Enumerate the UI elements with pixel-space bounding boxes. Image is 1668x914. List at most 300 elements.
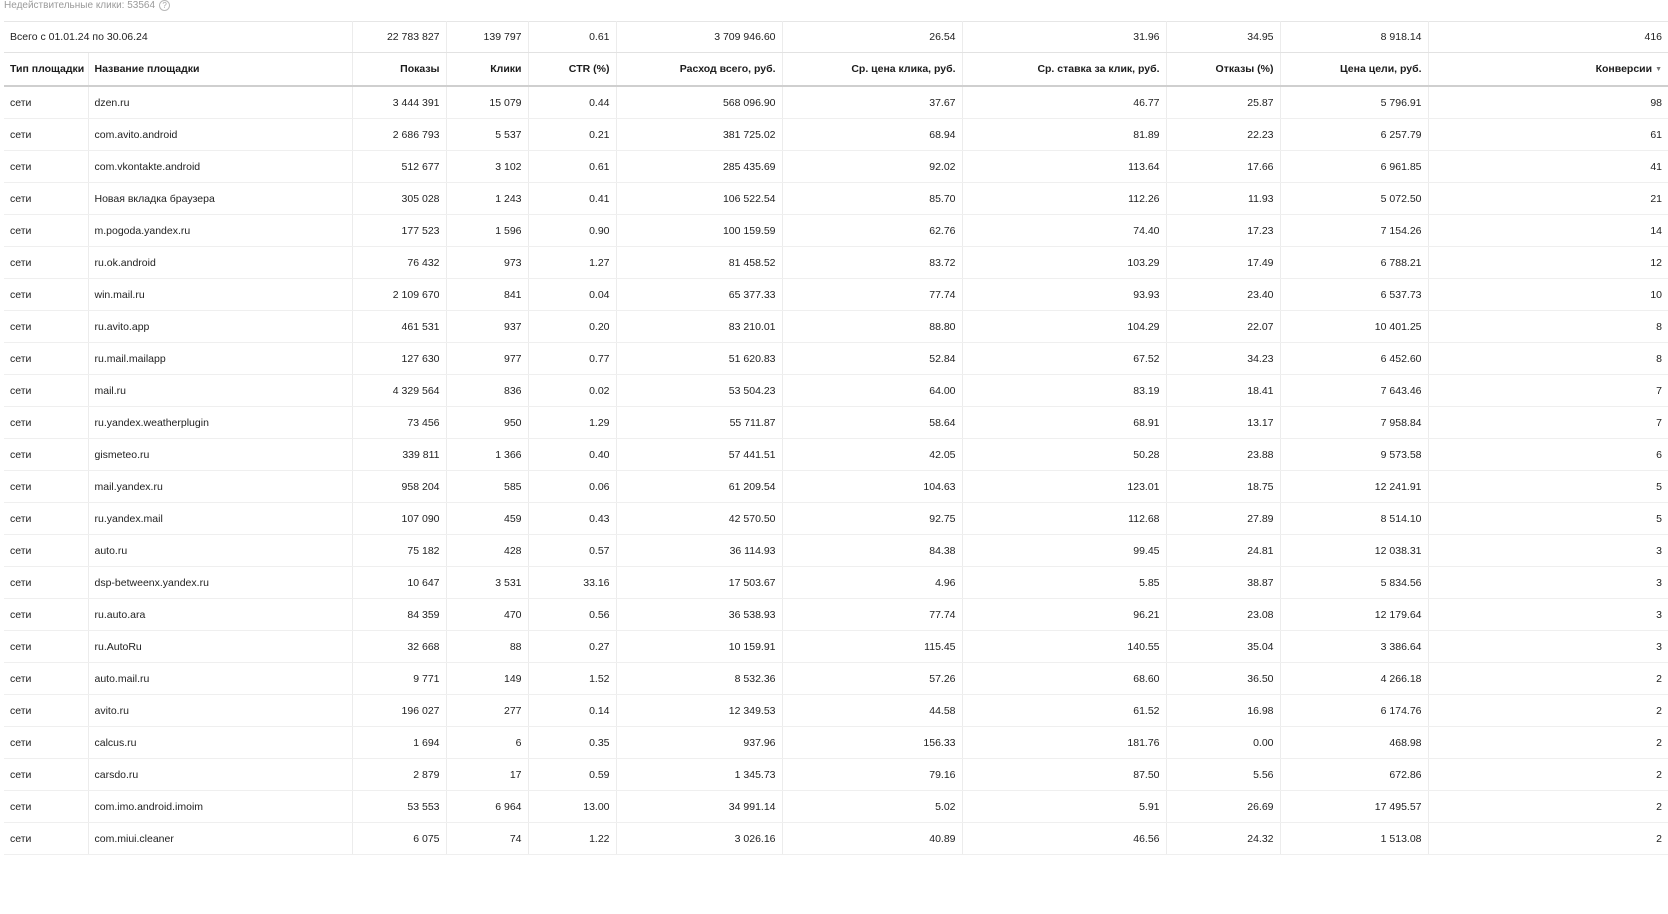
cell-name: gismeteo.ru (88, 439, 352, 471)
cell-goal-price: 8 514.10 (1280, 503, 1428, 535)
cell-avg-click-price: 37.67 (782, 86, 962, 119)
cell-conversions: 3 (1428, 535, 1668, 567)
cell-conversions: 21 (1428, 183, 1668, 215)
table-row (4, 375, 1668, 407)
cell-ctr: 0.20 (528, 311, 616, 343)
cell-conversions: 2 (1428, 695, 1668, 727)
cell-spend: 937.96 (616, 727, 782, 759)
cell-shows: 75 182 (352, 535, 446, 567)
cell-shows: 73 456 (352, 407, 446, 439)
cell-avg-bid: 68.60 (962, 663, 1166, 695)
cell-conversions: 5 (1428, 471, 1668, 503)
cell-spend: 36 538.93 (616, 599, 782, 631)
cell-clicks: 937 (446, 311, 528, 343)
column-header-conversions[interactable] (1428, 53, 1668, 87)
cell-bounces: 17.66 (1166, 151, 1280, 183)
cell-avg-bid: 46.77 (962, 86, 1166, 119)
cell-spend: 1 345.73 (616, 759, 782, 791)
cell-avg-click-price: 4.96 (782, 567, 962, 599)
cell-type: сети (4, 535, 88, 567)
cell-spend: 34 991.14 (616, 791, 782, 823)
cell-ctr: 33.16 (528, 567, 616, 599)
cell-shows: 2 686 793 (352, 119, 446, 151)
cell-clicks: 3 531 (446, 567, 528, 599)
table-row (4, 215, 1668, 247)
cell-conversions: 2 (1428, 663, 1668, 695)
cell-name: m.pogoda.yandex.ru (88, 215, 352, 247)
cell-conversions: 12 (1428, 247, 1668, 279)
cell-goal-price: 1 513.08 (1280, 823, 1428, 855)
cell-ctr: 0.57 (528, 535, 616, 567)
cell-shows: 2 879 (352, 759, 446, 791)
cell-bounces: 35.04 (1166, 631, 1280, 663)
cell-shows: 6 075 (352, 823, 446, 855)
cell-type: сети (4, 567, 88, 599)
cell-name: carsdo.ru (88, 759, 352, 791)
cell-ctr: 0.44 (528, 86, 616, 119)
cell-type: сети (4, 759, 88, 791)
cell-avg-bid: 50.28 (962, 439, 1166, 471)
column-header-shows[interactable]: Показы (352, 53, 446, 87)
column-header-avg-bid[interactable]: Ср. ставка за клик, руб. (962, 53, 1166, 87)
cell-name: ru.yandex.mail (88, 503, 352, 535)
cell-avg-bid: 112.68 (962, 503, 1166, 535)
cell-avg-bid: 67.52 (962, 343, 1166, 375)
cell-shows: 177 523 (352, 215, 446, 247)
cell-type: сети (4, 119, 88, 151)
cell-shows: 76 432 (352, 247, 446, 279)
cell-avg-bid: 74.40 (962, 215, 1166, 247)
cell-goal-price: 5 834.56 (1280, 567, 1428, 599)
cell-avg-click-price: 52.84 (782, 343, 962, 375)
cell-avg-bid: 5.85 (962, 567, 1166, 599)
cell-avg-bid: 96.21 (962, 599, 1166, 631)
cell-clicks: 470 (446, 599, 528, 631)
cell-bounces: 38.87 (1166, 567, 1280, 599)
cell-avg-click-price: 92.02 (782, 151, 962, 183)
cell-avg-bid: 87.50 (962, 759, 1166, 791)
cell-conversions: 2 (1428, 727, 1668, 759)
cell-ctr: 0.90 (528, 215, 616, 247)
sort-descending-icon[interactable]: ▼ (1655, 66, 1663, 73)
table-row (4, 279, 1668, 311)
cell-avg-bid: 103.29 (962, 247, 1166, 279)
cell-goal-price: 12 038.31 (1280, 535, 1428, 567)
cell-avg-bid: 181.76 (962, 727, 1166, 759)
cell-clicks: 836 (446, 375, 528, 407)
cell-spend: 106 522.54 (616, 183, 782, 215)
cell-name: mail.yandex.ru (88, 471, 352, 503)
cell-goal-price: 4 266.18 (1280, 663, 1428, 695)
cell-avg-bid: 93.93 (962, 279, 1166, 311)
cell-shows: 9 771 (352, 663, 446, 695)
total-clicks: 139 797 (446, 22, 528, 53)
cell-avg-click-price: 68.94 (782, 119, 962, 151)
cell-bounces: 34.23 (1166, 343, 1280, 375)
table-header-row (4, 53, 1668, 87)
cell-name: ru.AutoRu (88, 631, 352, 663)
cell-spend: 285 435.69 (616, 151, 782, 183)
cell-name: dsp-betweenx.yandex.ru (88, 567, 352, 599)
cell-name: com.miui.cleaner (88, 823, 352, 855)
table-row (4, 119, 1668, 151)
cell-type: сети (4, 215, 88, 247)
cell-shows: 127 630 (352, 343, 446, 375)
cell-ctr: 0.27 (528, 631, 616, 663)
cell-shows: 32 668 (352, 631, 446, 663)
cell-clicks: 17 (446, 759, 528, 791)
cell-type: сети (4, 183, 88, 215)
total-conversions: 416 (1428, 22, 1668, 53)
cell-clicks: 277 (446, 695, 528, 727)
total-row (4, 22, 1668, 53)
column-header-clicks[interactable]: Клики (446, 53, 528, 87)
cell-goal-price: 6 174.76 (1280, 695, 1428, 727)
cell-ctr: 1.22 (528, 823, 616, 855)
cell-clicks: 5 537 (446, 119, 528, 151)
cell-ctr: 0.77 (528, 343, 616, 375)
total-bounces: 34.95 (1166, 22, 1280, 53)
cell-goal-price: 12 179.64 (1280, 599, 1428, 631)
cell-conversions: 3 (1428, 567, 1668, 599)
total-avg-click-price: 26.54 (782, 22, 962, 53)
cell-spend: 55 711.87 (616, 407, 782, 439)
conversions-header-label: Конверсии (1595, 63, 1653, 75)
cell-avg-bid: 123.01 (962, 471, 1166, 503)
column-header-name[interactable]: Название площадки (88, 53, 352, 87)
invalid-clicks-label: Недействительные клики: 53564 (4, 0, 156, 11)
cell-spend: 3 026.16 (616, 823, 782, 855)
cell-conversions: 41 (1428, 151, 1668, 183)
table-row (4, 727, 1668, 759)
cell-type: сети (4, 279, 88, 311)
table-row (4, 535, 1668, 567)
column-header-spend[interactable]: Расход всего, руб. (616, 53, 782, 87)
cell-name: avito.ru (88, 695, 352, 727)
table-row (4, 503, 1668, 535)
cell-avg-bid: 104.29 (962, 311, 1166, 343)
cell-bounces: 23.88 (1166, 439, 1280, 471)
cell-avg-click-price: 85.70 (782, 183, 962, 215)
cell-avg-bid: 113.64 (962, 151, 1166, 183)
cell-avg-click-price: 57.26 (782, 663, 962, 695)
cell-shows: 1 694 (352, 727, 446, 759)
report-table-wrapper (4, 21, 1668, 855)
total-shows: 22 783 827 (352, 22, 446, 53)
cell-spend: 57 441.51 (616, 439, 782, 471)
cell-type: сети (4, 311, 88, 343)
cell-ctr: 0.40 (528, 439, 616, 471)
cell-type: сети (4, 439, 88, 471)
cell-goal-price: 672.86 (1280, 759, 1428, 791)
cell-avg-click-price: 77.74 (782, 599, 962, 631)
cell-conversions: 61 (1428, 119, 1668, 151)
total-label: Всего с 01.01.24 по 30.06.24 (4, 22, 352, 53)
column-header-type[interactable]: Тип площадки (4, 53, 88, 87)
cell-avg-click-price: 5.02 (782, 791, 962, 823)
total-goal-price: 8 918.14 (1280, 22, 1428, 53)
cell-avg-bid: 46.56 (962, 823, 1166, 855)
cell-ctr: 0.61 (528, 151, 616, 183)
cell-conversions: 2 (1428, 823, 1668, 855)
cell-goal-price: 5 072.50 (1280, 183, 1428, 215)
cell-type: сети (4, 375, 88, 407)
cell-conversions: 10 (1428, 279, 1668, 311)
cell-clicks: 3 102 (446, 151, 528, 183)
total-avg-bid: 31.96 (962, 22, 1166, 53)
cell-conversions: 98 (1428, 86, 1668, 119)
cell-bounces: 24.32 (1166, 823, 1280, 855)
cell-bounces: 18.41 (1166, 375, 1280, 407)
cell-type: сети (4, 663, 88, 695)
cell-avg-click-price: 58.64 (782, 407, 962, 439)
cell-spend: 81 458.52 (616, 247, 782, 279)
cell-avg-bid: 140.55 (962, 631, 1166, 663)
cell-name: ru.yandex.weatherplugin (88, 407, 352, 439)
cell-spend: 10 159.91 (616, 631, 782, 663)
cell-goal-price: 7 154.26 (1280, 215, 1428, 247)
cell-ctr: 1.27 (528, 247, 616, 279)
cell-shows: 3 444 391 (352, 86, 446, 119)
cell-shows: 10 647 (352, 567, 446, 599)
cell-clicks: 459 (446, 503, 528, 535)
cell-clicks: 15 079 (446, 86, 528, 119)
cell-avg-click-price: 77.74 (782, 279, 962, 311)
cell-name: com.vkontakte.android (88, 151, 352, 183)
cell-clicks: 1 243 (446, 183, 528, 215)
cell-shows: 305 028 (352, 183, 446, 215)
cell-conversions: 7 (1428, 407, 1668, 439)
cell-name: mail.ru (88, 375, 352, 407)
cell-clicks: 585 (446, 471, 528, 503)
cell-shows: 196 027 (352, 695, 446, 727)
cell-goal-price: 3 386.64 (1280, 631, 1428, 663)
cell-avg-bid: 5.91 (962, 791, 1166, 823)
cell-bounces: 22.07 (1166, 311, 1280, 343)
table-row (4, 151, 1668, 183)
cell-bounces: 24.81 (1166, 535, 1280, 567)
cell-conversions: 5 (1428, 503, 1668, 535)
cell-shows: 958 204 (352, 471, 446, 503)
column-header-ctr[interactable]: CTR (%) (528, 53, 616, 87)
cell-avg-bid: 99.45 (962, 535, 1166, 567)
table-row (4, 759, 1668, 791)
cell-spend: 12 349.53 (616, 695, 782, 727)
cell-conversions: 8 (1428, 343, 1668, 375)
table-row (4, 567, 1668, 599)
cell-ctr: 13.00 (528, 791, 616, 823)
total-spend: 3 709 946.60 (616, 22, 782, 53)
cell-bounces: 26.69 (1166, 791, 1280, 823)
cell-ctr: 1.52 (528, 663, 616, 695)
cell-avg-click-price: 44.58 (782, 695, 962, 727)
cell-spend: 381 725.02 (616, 119, 782, 151)
cell-shows: 107 090 (352, 503, 446, 535)
cell-spend: 36 114.93 (616, 535, 782, 567)
cell-name: win.mail.ru (88, 279, 352, 311)
cell-ctr: 0.14 (528, 695, 616, 727)
cell-bounces: 13.17 (1166, 407, 1280, 439)
cell-type: сети (4, 503, 88, 535)
cell-type: сети (4, 791, 88, 823)
cell-avg-click-price: 83.72 (782, 247, 962, 279)
cell-clicks: 841 (446, 279, 528, 311)
cell-type: сети (4, 407, 88, 439)
cell-ctr: 0.02 (528, 375, 616, 407)
cell-spend: 17 503.67 (616, 567, 782, 599)
cell-ctr: 0.21 (528, 119, 616, 151)
cell-avg-click-price: 104.63 (782, 471, 962, 503)
cell-ctr: 0.04 (528, 279, 616, 311)
column-header-goal-price[interactable]: Цена цели, руб. (1280, 53, 1428, 87)
cell-name: ru.auto.ara (88, 599, 352, 631)
cell-name: ru.ok.android (88, 247, 352, 279)
cell-goal-price: 7 958.84 (1280, 407, 1428, 439)
cell-bounces: 36.50 (1166, 663, 1280, 695)
cell-conversions: 2 (1428, 791, 1668, 823)
invalid-clicks-note (4, 0, 170, 14)
cell-clicks: 6 (446, 727, 528, 759)
table-row (4, 663, 1668, 695)
cell-name: calcus.ru (88, 727, 352, 759)
cell-name: com.imo.android.imoim (88, 791, 352, 823)
cell-shows: 461 531 (352, 311, 446, 343)
cell-type: сети (4, 695, 88, 727)
table-row (4, 471, 1668, 503)
cell-avg-click-price: 88.80 (782, 311, 962, 343)
cell-spend: 53 504.23 (616, 375, 782, 407)
cell-goal-price: 6 452.60 (1280, 343, 1428, 375)
table-row (4, 407, 1668, 439)
cell-type: сети (4, 86, 88, 119)
cell-conversions: 7 (1428, 375, 1668, 407)
cell-clicks: 950 (446, 407, 528, 439)
cell-bounces: 17.49 (1166, 247, 1280, 279)
cell-ctr: 0.35 (528, 727, 616, 759)
cell-ctr: 0.43 (528, 503, 616, 535)
cell-goal-price: 6 537.73 (1280, 279, 1428, 311)
cell-bounces: 11.93 (1166, 183, 1280, 215)
cell-bounces: 22.23 (1166, 119, 1280, 151)
cell-conversions: 8 (1428, 311, 1668, 343)
table-row (4, 183, 1668, 215)
cell-goal-price: 9 573.58 (1280, 439, 1428, 471)
total-ctr: 0.61 (528, 22, 616, 53)
cell-conversions: 2 (1428, 759, 1668, 791)
cell-avg-bid: 112.26 (962, 183, 1166, 215)
cell-conversions: 14 (1428, 215, 1668, 247)
cell-type: сети (4, 247, 88, 279)
cell-bounces: 23.40 (1166, 279, 1280, 311)
table-row (4, 631, 1668, 663)
cell-name: Новая вкладка браузера (88, 183, 352, 215)
cell-ctr: 0.56 (528, 599, 616, 631)
table-row (4, 311, 1668, 343)
cell-clicks: 977 (446, 343, 528, 375)
column-header-avg-click-price[interactable]: Ср. цена клика, руб. (782, 53, 962, 87)
cell-clicks: 74 (446, 823, 528, 855)
cell-clicks: 1 366 (446, 439, 528, 471)
cell-avg-click-price: 84.38 (782, 535, 962, 567)
cell-type: сети (4, 151, 88, 183)
table-row (4, 695, 1668, 727)
table-row (4, 86, 1668, 119)
cell-type: сети (4, 471, 88, 503)
cell-spend: 42 570.50 (616, 503, 782, 535)
cell-clicks: 149 (446, 663, 528, 695)
cell-avg-bid: 81.89 (962, 119, 1166, 151)
cell-name: com.avito.android (88, 119, 352, 151)
table-row (4, 599, 1668, 631)
cell-spend: 65 377.33 (616, 279, 782, 311)
cell-goal-price: 10 401.25 (1280, 311, 1428, 343)
cell-spend: 61 209.54 (616, 471, 782, 503)
column-header-bounces[interactable]: Отказы (%) (1166, 53, 1280, 87)
cell-goal-price: 12 241.91 (1280, 471, 1428, 503)
cell-ctr: 0.59 (528, 759, 616, 791)
cell-avg-click-price: 40.89 (782, 823, 962, 855)
cell-type: сети (4, 631, 88, 663)
cell-goal-price: 5 796.91 (1280, 86, 1428, 119)
cell-spend: 100 159.59 (616, 215, 782, 247)
cell-bounces: 16.98 (1166, 695, 1280, 727)
cell-goal-price: 7 643.46 (1280, 375, 1428, 407)
cell-clicks: 6 964 (446, 791, 528, 823)
cell-avg-bid: 61.52 (962, 695, 1166, 727)
cell-type: сети (4, 823, 88, 855)
cell-name: ru.avito.app (88, 311, 352, 343)
table-row (4, 247, 1668, 279)
cell-avg-click-price: 79.16 (782, 759, 962, 791)
cell-spend: 568 096.90 (616, 86, 782, 119)
cell-avg-click-price: 62.76 (782, 215, 962, 247)
cell-name: auto.ru (88, 535, 352, 567)
cell-conversions: 3 (1428, 599, 1668, 631)
cell-spend: 83 210.01 (616, 311, 782, 343)
table-row (4, 343, 1668, 375)
cell-avg-bid: 83.19 (962, 375, 1166, 407)
cell-shows: 339 811 (352, 439, 446, 471)
table-row (4, 823, 1668, 855)
cell-bounces: 5.56 (1166, 759, 1280, 791)
cell-name: ru.mail.mailapp (88, 343, 352, 375)
cell-clicks: 428 (446, 535, 528, 567)
cell-bounces: 18.75 (1166, 471, 1280, 503)
cell-type: сети (4, 599, 88, 631)
cell-bounces: 27.89 (1166, 503, 1280, 535)
cell-avg-click-price: 64.00 (782, 375, 962, 407)
cell-avg-click-price: 156.33 (782, 727, 962, 759)
cell-ctr: 0.41 (528, 183, 616, 215)
cell-goal-price: 6 961.85 (1280, 151, 1428, 183)
cell-shows: 53 553 (352, 791, 446, 823)
cell-avg-bid: 68.91 (962, 407, 1166, 439)
cell-name: auto.mail.ru (88, 663, 352, 695)
cell-spend: 51 620.83 (616, 343, 782, 375)
cell-name: dzen.ru (88, 86, 352, 119)
cell-bounces: 23.08 (1166, 599, 1280, 631)
cell-goal-price: 17 495.57 (1280, 791, 1428, 823)
cell-clicks: 1 596 (446, 215, 528, 247)
cell-avg-click-price: 42.05 (782, 439, 962, 471)
question-circle-icon[interactable]: ? (159, 0, 170, 11)
cell-bounces: 25.87 (1166, 86, 1280, 119)
cell-goal-price: 468.98 (1280, 727, 1428, 759)
cell-bounces: 0.00 (1166, 727, 1280, 759)
cell-shows: 2 109 670 (352, 279, 446, 311)
cell-avg-click-price: 115.45 (782, 631, 962, 663)
table-row (4, 439, 1668, 471)
